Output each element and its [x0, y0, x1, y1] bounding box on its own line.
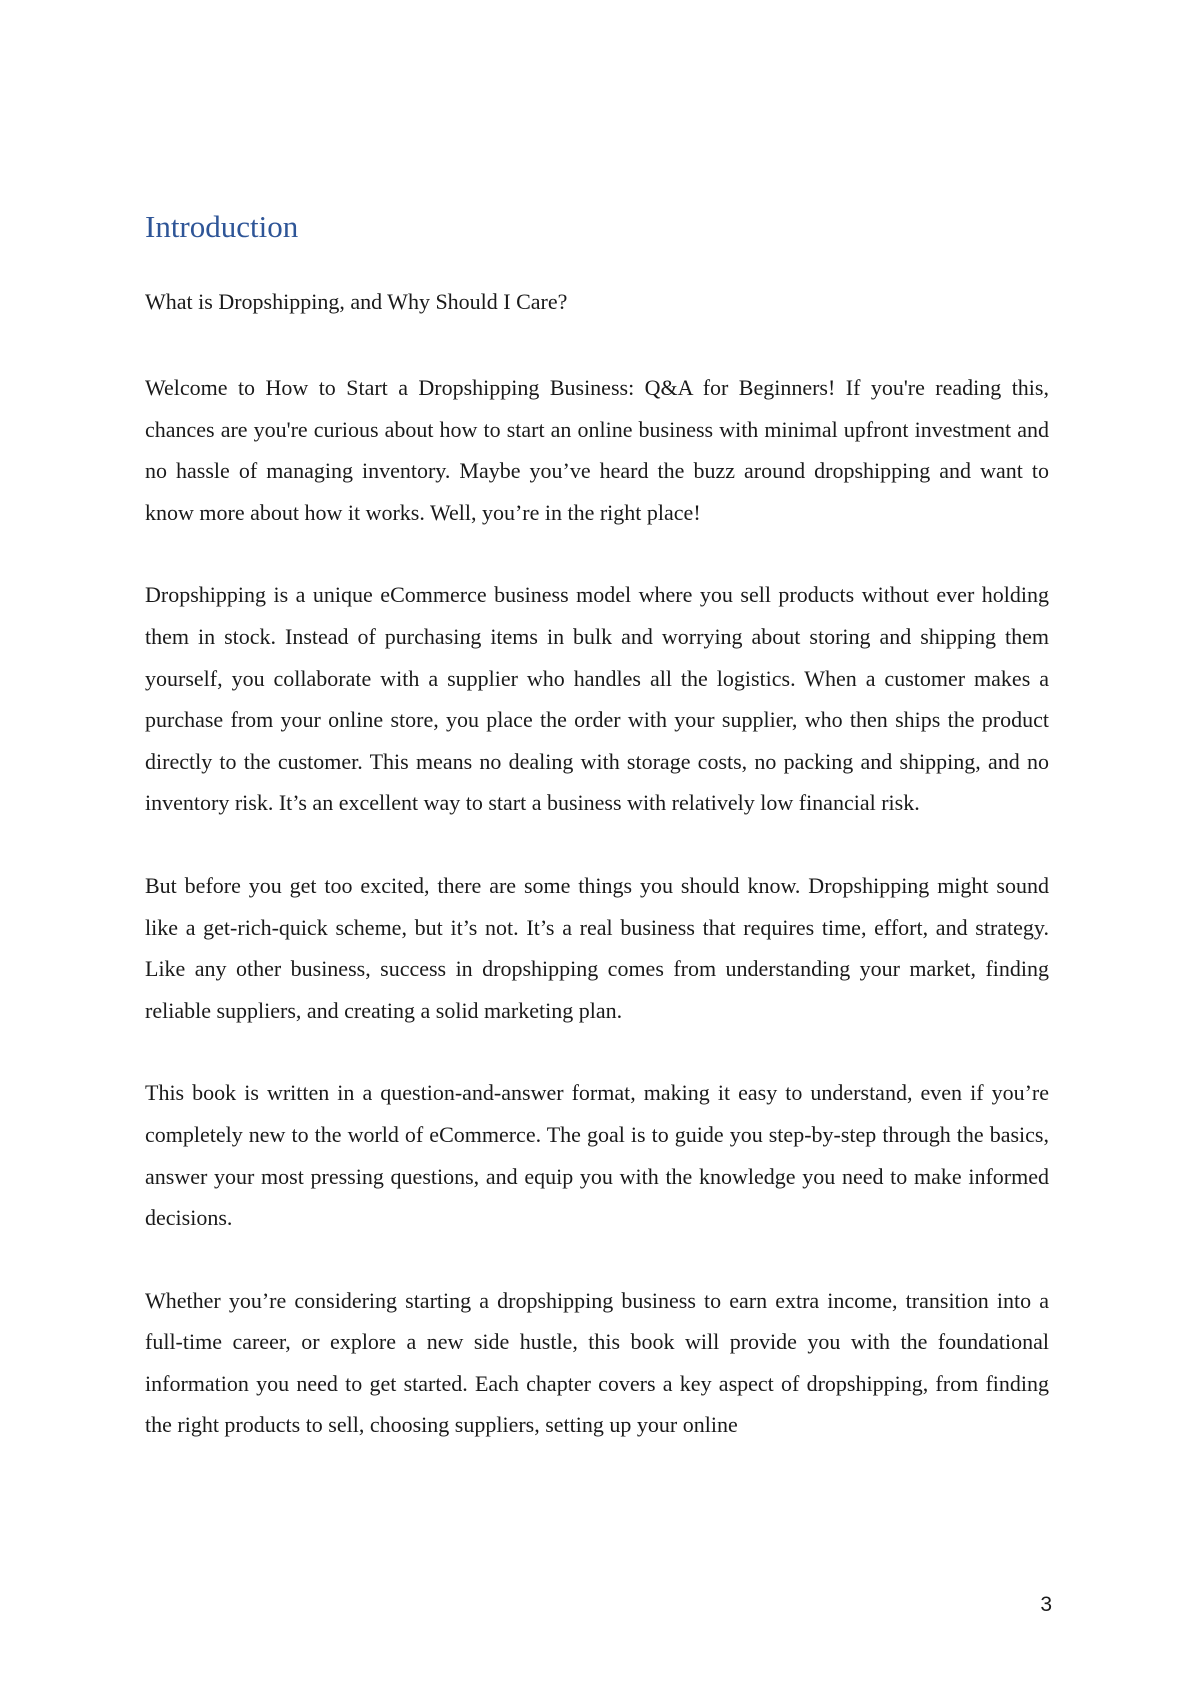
section-subheading: What is Dropshipping, and Why Should I Care? [145, 289, 568, 314]
page-number: 3 [1040, 1593, 1052, 1616]
paragraph: Whether you’re considering starting a dropshipping business to earn extra income, transition into a full-time career, or explore a new side hustle, this book will provide you with the foundational information you need to get started. Each chapter covers a key aspect of dropshipping, from finding the right products to sell, choosing suppliers, setting up your online [145, 1287, 1049, 1438]
section-heading: Introduction [145, 209, 299, 244]
paragraph: But before you get too excited, there are some things you should know. Dropshipping might sound like a get-rich-quick scheme, but it’s not. It’s a real business that requires time, effort, and strategy. Like any other business, success in dropshipping comes from understanding your market, finding reliable suppliers, and creating a solid marketing plan. [145, 872, 1049, 1023]
paragraph: Dropshipping is a unique eCommerce business model where you sell products without ever holding them in stock. Instead of purchasing items in bulk and worrying about storing and shipping them yourself, you collaborate with a supplier who handles all the logistics. When a customer makes a purchase from your online store, you place the order with your supplier, who then ships the product directly to the customer. This means no dealing with storage costs, no packing and shipping, and no inventory risk. It’s an excellent way to start a business with relatively low financial risk. [145, 582, 1049, 816]
paragraph: Welcome to How to Start a Dropshipping Business: Q&A for Beginners! If you're reading this, chances are you're curious about how to start an online business with minimal upfront investment and no hassle of managing inventory. Maybe you’ve heard the buzz around dropshipping and want to know more about how it works. Well, you’re in the right place! [145, 375, 1049, 525]
paragraph: This book is written in a question-and-answer format, making it easy to understand, even if you’re completely new to the world of eCommerce. The goal is to guide you step-by-step through the basics, answer your most pressing questions, and equip you with the knowledge you need to make informed decisions. [145, 1080, 1049, 1231]
body-text [145, 367, 1049, 1487]
